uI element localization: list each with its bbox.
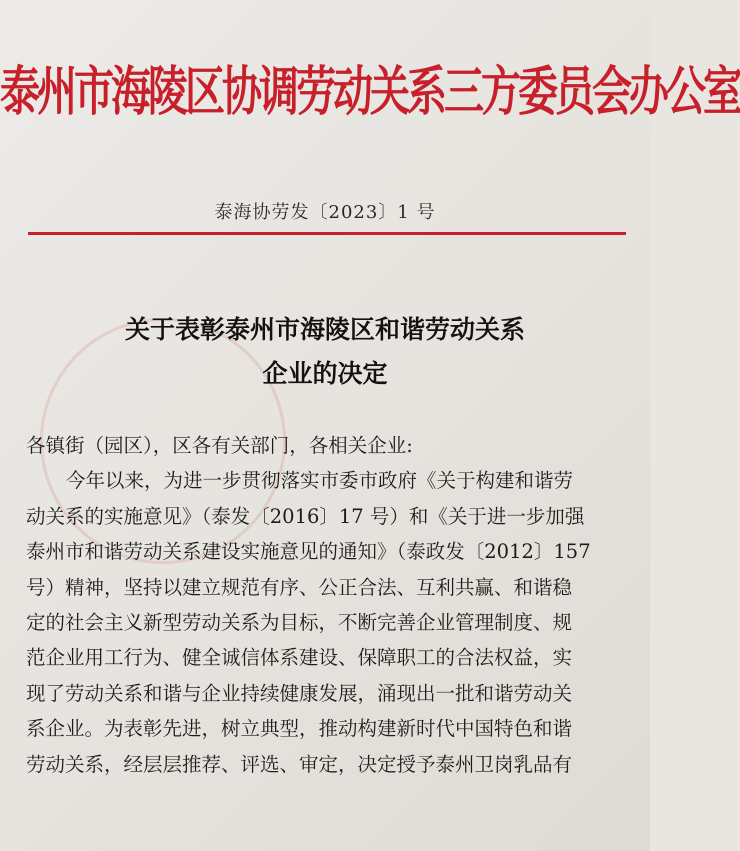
- body-line: 系企业。为表彰先进，树立典型，推动构建新时代中国特色和谐: [26, 717, 573, 741]
- body-line: 劳动关系，经层层推荐、评选、审定，决定授予泰州卫岗乳品有: [26, 752, 573, 776]
- salutation: 各镇街（园区），区各有关部门，各相关企业:: [26, 434, 413, 457]
- body-line: 动关系的实施意见》（泰发〔2016〕17 号）和《关于进一步加强: [26, 504, 585, 528]
- body-line: 范企业用工行为、健全诚信体系建设、保障职工的合法权益，实: [26, 646, 573, 670]
- body-line: 定的社会主义新型劳动关系为目标，不断完善企业管理制度、规: [26, 611, 573, 635]
- document-body: [26, 428, 630, 782]
- document-number: 泰海协劳发〔2023〕1 号: [214, 202, 436, 223]
- document-title: [0, 308, 650, 396]
- body-line: 号）精神，坚持以建立规范有序、公正合法、互利共赢、和谐稳: [26, 575, 573, 599]
- red-divider-line: [28, 232, 626, 235]
- title-line-2: 企业的决定: [262, 359, 388, 388]
- body-line: 今年以来，为进一步贯彻落实市委市政府《关于构建和谐劳: [66, 469, 574, 493]
- masthead-org-name: 泰州市海陵区协调劳动关系三方委员会办公室: [0, 60, 740, 123]
- body-line: 泰州市和谐劳动关系建设实施意见的通知》（泰政发〔2012〕157: [26, 540, 591, 564]
- body-line: 现了劳动关系和谐与企业持续健康发展，涌现出一批和谐劳动关: [26, 681, 573, 705]
- title-line-1: 关于表彰泰州市海陵区和谐劳动关系: [124, 315, 525, 344]
